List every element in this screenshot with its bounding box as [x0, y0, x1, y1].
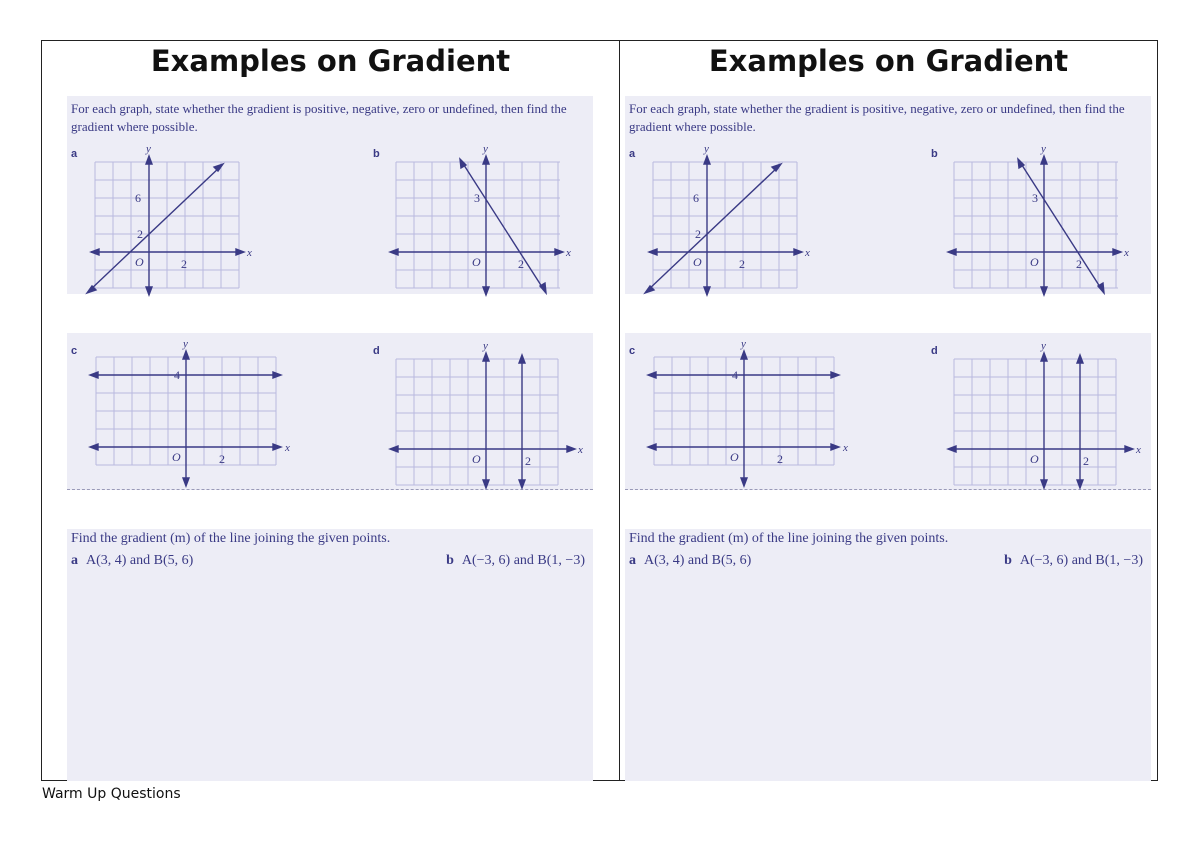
x-axis-label: x — [566, 247, 571, 259]
part-d-label: d — [373, 345, 380, 357]
part-a-label: a — [629, 148, 636, 160]
page-title: Examples on Gradient — [150, 44, 511, 78]
question-1-box — [625, 96, 1151, 294]
origin-label: O — [730, 450, 739, 464]
origin-label: O — [1030, 255, 1039, 269]
x-axis-label: x — [805, 247, 810, 259]
footer-caption: Warm Up Questions — [42, 786, 181, 802]
question-1-box-lower — [625, 333, 1151, 490]
y-axis-label: y — [1041, 143, 1046, 155]
tick-label: 6 — [135, 191, 141, 205]
x-axis-label: x — [578, 444, 583, 456]
part-b-text: A(−3, 6) and B(1, −3) — [461, 553, 585, 568]
question-2-part-a — [629, 553, 751, 569]
question-1-box — [67, 96, 593, 294]
instruction-line-1: For each graph, state whether the gradient is positive, negative, zero or undefined, then find the — [629, 101, 1125, 116]
part-a-label: a — [71, 148, 78, 160]
origin-label: O — [172, 450, 181, 464]
y-axis-label: y — [1041, 340, 1046, 352]
y-axis-label: y — [741, 338, 746, 350]
instruction-line-1: For each graph, state whether the gradient is positive, negative, zero or undefined, then find the — [71, 101, 567, 116]
part-c-label: c — [629, 345, 636, 357]
tick-label: 2 — [181, 257, 187, 271]
question-2-box — [67, 529, 593, 781]
graph-c — [650, 338, 850, 483]
worksheet-panel-left — [42, 41, 620, 780]
tick-label: 2 — [525, 454, 531, 468]
origin-label: O — [1030, 452, 1039, 466]
origin-label: O — [693, 255, 702, 269]
tick-label: 3 — [1032, 191, 1038, 205]
graph-d — [950, 340, 1141, 485]
worksheet-panel-right — [620, 41, 1157, 780]
part-d-label: d — [931, 345, 938, 357]
origin-label: O — [135, 255, 144, 269]
y-axis-label: y — [183, 338, 188, 350]
graph-a — [647, 143, 810, 298]
question-2-part-a — [71, 553, 193, 569]
question-1-box-lower — [67, 333, 593, 490]
part-c-label: c — [71, 345, 78, 357]
x-axis-label: x — [1136, 444, 1141, 456]
question-2-part-b — [446, 553, 585, 569]
graph-b — [950, 143, 1129, 298]
x-axis-label: x — [1124, 247, 1129, 259]
tick-label: 4 — [732, 368, 738, 382]
question-2-box — [625, 529, 1151, 781]
instruction-line-2: gradient where possible. — [71, 119, 198, 134]
part-b-label: b — [373, 148, 380, 160]
question-2-instruction: Find the gradient (m) of the line joining the given points. — [71, 531, 391, 546]
y-axis-label: y — [483, 143, 488, 155]
tick-label: 2 — [777, 452, 783, 466]
x-axis-label: x — [247, 247, 252, 259]
instruction-line-2: gradient where possible. — [629, 119, 756, 134]
tick-label: 2 — [219, 452, 225, 466]
part-b-text: A(−3, 6) and B(1, −3) — [1019, 553, 1143, 568]
y-axis-label: y — [146, 143, 151, 155]
question-2-part-b — [1004, 553, 1143, 569]
tick-label: 2 — [1076, 257, 1082, 271]
part-a-text: A(3, 4) and B(5, 6) — [86, 553, 194, 568]
graph-c — [92, 338, 292, 483]
origin-label: O — [472, 255, 481, 269]
question-1-instruction — [71, 100, 595, 136]
question-2-instruction: Find the gradient (m) of the line joining the given points. — [629, 531, 949, 546]
graph-d — [392, 340, 583, 485]
question-1-instruction — [629, 100, 1153, 136]
origin-label: O — [472, 452, 481, 466]
worksheet-sheet — [41, 40, 1158, 781]
tick-label: 4 — [174, 368, 180, 382]
part-a-label: a — [71, 553, 78, 568]
tick-label: 2 — [695, 227, 701, 241]
page-title: Examples on Gradient — [708, 44, 1069, 78]
part-a-label: a — [629, 553, 636, 568]
graph-b — [392, 143, 571, 298]
y-axis-label: y — [483, 340, 488, 352]
tick-label: 2 — [137, 227, 143, 241]
part-b-label: b — [1004, 553, 1012, 568]
x-axis-label: x — [843, 442, 848, 454]
part-a-text: A(3, 4) and B(5, 6) — [644, 553, 752, 568]
tick-label: 2 — [1083, 454, 1089, 468]
tick-label: 2 — [518, 257, 524, 271]
part-b-label: b — [446, 553, 454, 568]
tick-label: 2 — [739, 257, 745, 271]
tick-label: 6 — [693, 191, 699, 205]
tick-label: 3 — [474, 191, 480, 205]
y-axis-label: y — [704, 143, 709, 155]
graph-a — [89, 143, 252, 298]
x-axis-label: x — [285, 442, 290, 454]
part-b-label: b — [931, 148, 938, 160]
